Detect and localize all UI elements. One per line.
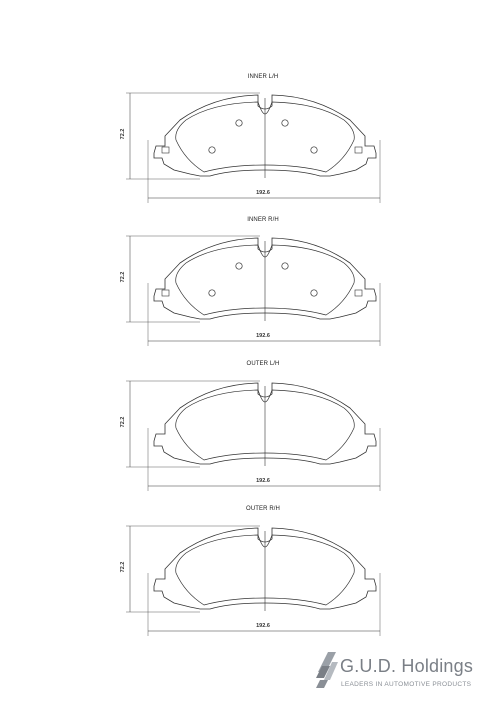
width-dimension-label: 192.6 <box>256 623 270 629</box>
pad-outer-lh-drawing <box>126 381 380 491</box>
width-dimension-label: 192.6 <box>256 478 270 484</box>
height-dimension-label: 72.2 <box>120 416 126 428</box>
pad-title-outer-lh: OUTER L/H <box>246 361 280 367</box>
pad-title-inner-lh: INNER L/H <box>247 74 279 80</box>
pad-outer-rh-drawing <box>126 526 380 636</box>
logo-mark-icon <box>314 650 340 690</box>
pad-inner-lh-drawing <box>126 93 380 203</box>
brand-name: G.U.D. Holdings <box>340 656 474 676</box>
brand-tagline: LEADERS IN AUTOMOTIVE PRODUCTS <box>341 681 472 688</box>
pad-title-outer-rh: OUTER R/H <box>246 506 280 512</box>
pad-title-inner-rh: INNER R/H <box>247 217 279 223</box>
pad-inner-rh-drawing <box>126 236 380 346</box>
height-dimension-label: 72.2 <box>120 128 126 140</box>
height-dimension-label: 72.2 <box>120 561 126 573</box>
company-logo <box>314 650 494 698</box>
width-dimension-label: 192.6 <box>256 333 270 339</box>
width-dimension-label: 192.6 <box>256 190 270 196</box>
height-dimension-label: 72.2 <box>120 271 126 283</box>
